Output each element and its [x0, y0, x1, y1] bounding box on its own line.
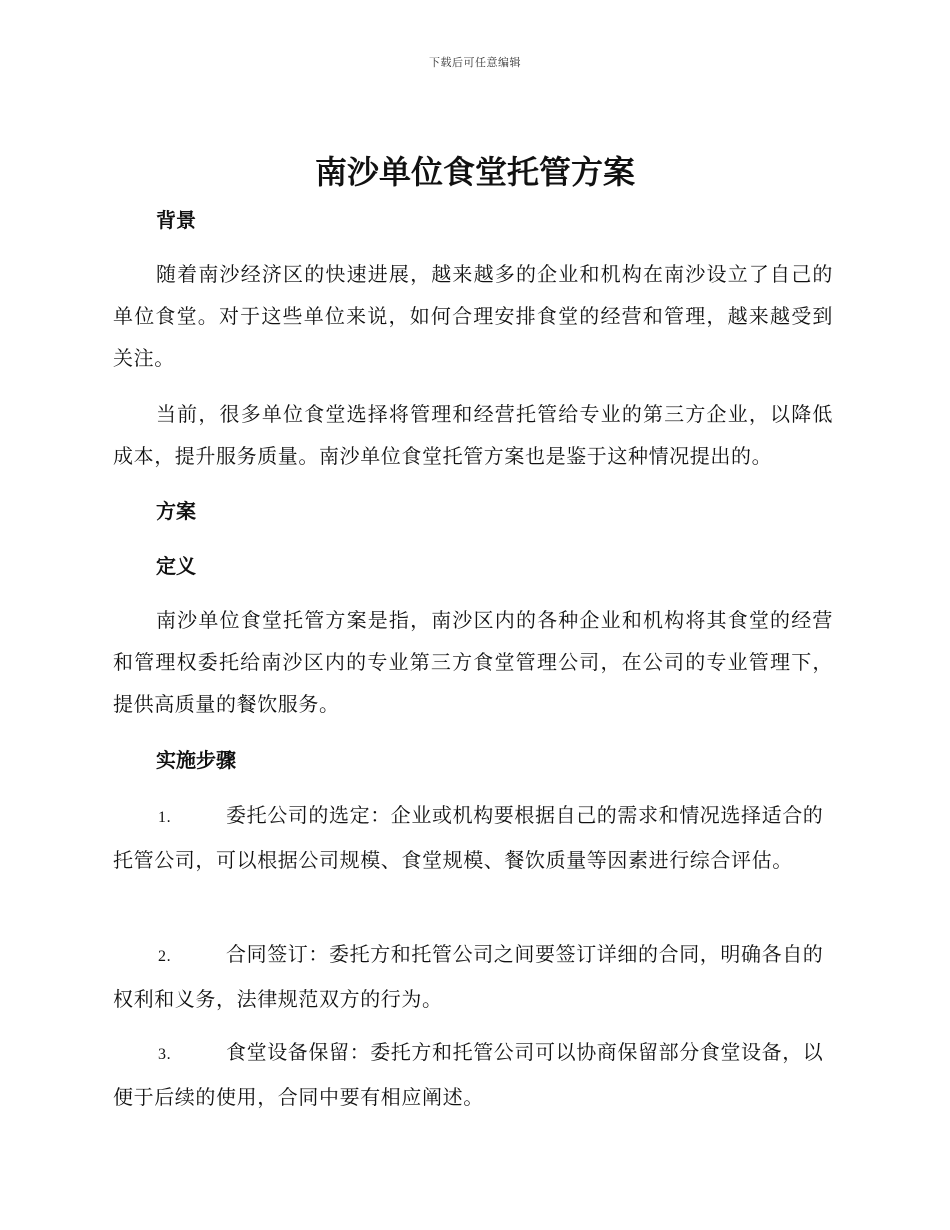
paragraph-background-2: 当前，很多单位食堂选择将管理和经营托管给专业的第三方企业，以降低成本，提升服务质量。南沙单位食堂托管方案也是鉴于这种情况提出的。	[113, 402, 833, 468]
section-heading-background: 背景	[156, 208, 196, 232]
list-item-step-1	[113, 794, 833, 881]
list-item-text: 委托公司的选定：企业或机构要根据自己的需求和情况选择适合的托管公司，可以根据公司规模、食堂规模、餐饮质量等因素进行综合评估。	[113, 803, 824, 872]
paragraph-definition-1: 南沙单位食堂托管方案是指，南沙区内的各种企业和机构将其食堂的经营和管理权委托给南沙区内的专业第三方食堂管理公司，在公司的专业管理下，提供高质量的餐饮服务。	[113, 608, 833, 716]
document-title: 南沙单位食堂托管方案	[314, 153, 635, 191]
header-note: 下载后可任意编辑	[429, 56, 521, 69]
list-item-text: 食堂设备保留：委托方和托管公司可以协商保留部分食堂设备，以便于后续的使用，合同中要有相应阐述。	[113, 1040, 824, 1109]
list-number: 1.	[158, 809, 172, 826]
section-heading-definition: 定义	[156, 554, 196, 578]
list-item-step-3	[113, 1031, 833, 1118]
list-item-step-2	[113, 933, 833, 1020]
list-item-text: 合同签订：委托方和托管公司之间要签订详细的合同，明确各自的权利和义务，法律规范双方的行为。	[113, 942, 824, 1011]
list-number: 2.	[158, 948, 172, 965]
section-heading-plan: 方案	[156, 499, 196, 523]
paragraph-background-1: 随着南沙经济区的快速进展，越来越多的企业和机构在南沙设立了自己的单位食堂。对于这些单位来说，如何合理安排食堂的经营和管理，越来越受到关注。	[113, 262, 833, 370]
section-heading-steps: 实施步骤	[156, 748, 236, 772]
list-number: 3.	[158, 1046, 172, 1063]
